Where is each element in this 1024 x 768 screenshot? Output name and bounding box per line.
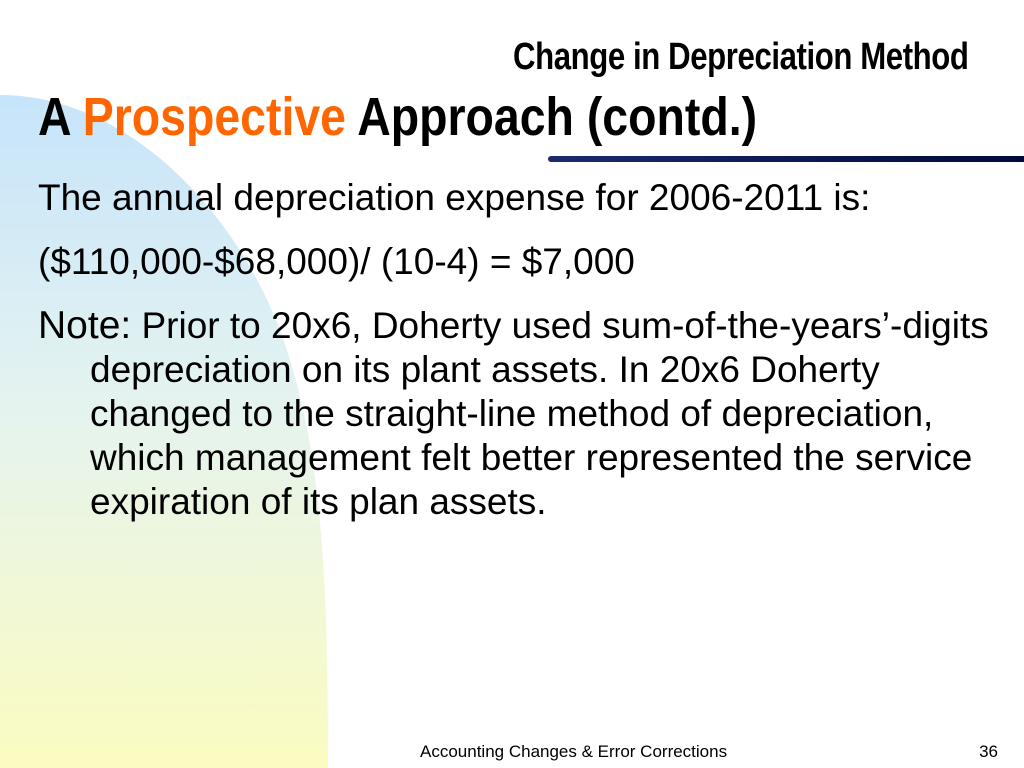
slide-subtitle: Change in Depreciation Method <box>513 36 969 78</box>
slide-title <box>38 86 757 148</box>
body-paragraph-note <box>38 304 1008 524</box>
title-part-1: A <box>38 87 83 147</box>
body-paragraph-calculation: ($110,000-$68,000)/ (10-4) = $7,000 <box>38 241 635 282</box>
footer-title: Accounting Changes & Error Corrections <box>420 742 728 761</box>
slide-body <box>38 176 1008 540</box>
title-underline-rule <box>548 156 1024 162</box>
note-text: Prior to 20x6, Doherty used sum-of-the-years’-digits depreciation on its plant assets. In 20x6 Doherty changed to the straight-line method of depreciation, which management felt better represented the service expiration of its plan assets. <box>90 305 989 522</box>
body-paragraph-expense: The annual depreciation expense for 2006-2011 is: <box>38 177 871 218</box>
page-number: 36 <box>979 742 998 761</box>
title-part-2: Approach (contd.) <box>346 87 758 147</box>
note-label: Note: <box>38 304 132 347</box>
title-accent-word: Prospective <box>82 87 347 147</box>
